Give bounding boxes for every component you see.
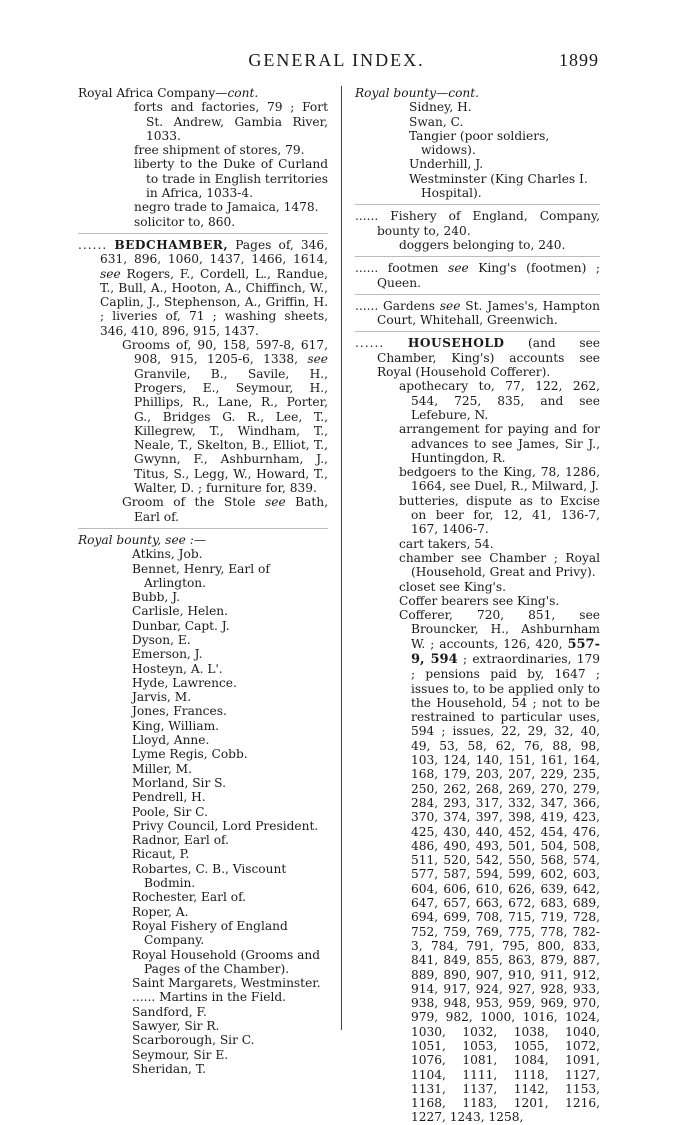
index-item: Dunbar, Capt. J. <box>132 618 230 633</box>
subentry: cart takers, 54. <box>399 536 494 551</box>
subentry: Coffer bearers see King's. <box>399 593 560 608</box>
subentry: arrangement for paying and for advances to see James, Sir J., Huntingdon, R. <box>399 422 600 465</box>
subentry: solicitor to, 860. <box>134 214 236 229</box>
index-item: Bubb, J. <box>132 590 180 605</box>
index-item: Sheridan, T. <box>132 1061 207 1076</box>
index-item: Rochester, Earl of. <box>132 890 247 905</box>
index-item: Morland, Sir S. <box>132 775 226 790</box>
index-item: Scarborough, Sir C. <box>132 1033 255 1048</box>
index-item: Hosteyn, A. L'. <box>132 661 223 676</box>
index-item: Ricaut, P. <box>132 847 190 862</box>
entry-household: ...... HOUSEHOLD (and see Chamber, King's) accounts see Royal (Household Cofferer). <box>355 336 600 380</box>
entry-rule <box>78 233 328 234</box>
index-item: Atkins, Job. <box>132 547 203 562</box>
column-divider <box>341 86 342 1030</box>
index-item: Lloyd, Anne. <box>132 733 210 748</box>
index-item: Emerson, J. <box>132 647 203 662</box>
subentry: butteries, dispute as to Excise on beer for, 12, 41, 136-7, 167, 1406-7. <box>399 493 600 537</box>
page-number: 1899 <box>559 50 599 70</box>
entry-footmen: ...... footmen see King's (footmen) ; Queen. <box>355 261 600 290</box>
subentry: negro trade to Jamaica, 1478. <box>134 200 319 215</box>
index-item: Robartes, C. B., Viscount Bodmin. <box>132 861 287 891</box>
index-item: King, William. <box>132 718 220 733</box>
subentry: forts and factories, 79 ; Fort St. Andrew, Gambia River, 1033. <box>134 100 328 143</box>
index-item: Sandford, F. <box>132 1004 207 1019</box>
subentry: free shipment of stores, 79. <box>134 143 305 158</box>
index-item: Royal Household (Grooms and Pages of the Chamber). <box>132 947 321 976</box>
entry-rule <box>355 204 600 205</box>
index-item: Westminster (King Charles I. Hospital). <box>409 171 588 201</box>
left-column <box>78 86 328 1076</box>
entry-heading: Royal bounty—cont. <box>355 86 480 100</box>
subentry: closet see King's. <box>399 579 506 594</box>
index-item: Miller, M. <box>132 761 192 776</box>
index-item: Sidney, H. <box>409 100 472 115</box>
subentry: doggers belonging to, 240. <box>399 237 566 252</box>
index-item: Hyde, Lawrence. <box>132 675 237 690</box>
index-item: Swan, C. <box>409 114 464 129</box>
index-item: Roper, A. <box>132 904 189 919</box>
entry-rule <box>355 331 600 332</box>
index-item: Sawyer, Sir R. <box>132 1019 220 1033</box>
index-item: Bennet, Henry, Earl of Arlington. <box>132 561 270 590</box>
page-header <box>0 50 673 74</box>
index-item: Saint Margarets, Westminster. <box>132 976 321 991</box>
entry-bedchamber: ...... BEDCHAMBER, Pages of, 346, 631, 896, 1060, 1437, 1466, 1614, see Rogers, F., Cordell, L., Randue, T., Bull, A., Hooton, A., Chiffinch, W., Caplin, J., Stephenson, A., Griffin, H. ; liveries of, 71 ; washing sheets, 346, 410, 896, 915, 1437. <box>78 237 329 338</box>
index-item: Poole, Sir C. <box>132 804 208 819</box>
subentry: chamber see Chamber ; Royal (Household, Great and Privy). <box>399 550 600 580</box>
entry-heading-bounty: Royal bounty, see :— <box>78 532 207 547</box>
subentry: apothecary to, 77, 122, 262, 544, 725, 835, and see Lefebure, N. <box>399 379 600 422</box>
subentry: bedgoers to the King, 78, 1286, 1664, see Duel, R., Milward, J. <box>399 465 600 494</box>
entry-rule <box>355 294 600 295</box>
entry-gardens: ...... Gardens see St. James's, Hampton Court, Whitehall, Greenwich. <box>355 298 600 328</box>
index-item: Privy Council, Lord President. <box>132 818 319 833</box>
index-item: Carlisle, Helen. <box>132 604 229 619</box>
entry-heading: Royal Africa Company—cont. <box>78 86 259 100</box>
entry-fishery: ...... Fishery of England, Company, bounty to, 240. <box>355 209 600 238</box>
entry-rule <box>355 256 600 257</box>
entry-rule <box>78 528 328 529</box>
bounty-list <box>78 547 328 1076</box>
index-item: Pendrell, H. <box>132 790 206 805</box>
index-item: Tangier (poor soldiers, widows). <box>409 128 550 158</box>
subentry-grooms: Grooms of, 90, 158, 597-8, 617, 908, 915, 1205-6, 1338, see Granvile, B., Savile, H., Progers, E., Seymour, H., Phillips, R., Lane, R., Porter, G., Bridges G. R., Lee, T., Killegrew, T., Windham, T., Neale, T., Skelton, B., Elliot, T., Gwynn, F., Ashburnham, J., Titus, S., Legg, W., Howard, T., Walter, D. ; furniture for, 839. <box>122 338 328 496</box>
right-column <box>355 86 600 1125</box>
index-item: Seymour, Sir E. <box>132 1047 229 1062</box>
index-item: Lyme Regis, Cobb. <box>132 747 248 762</box>
index-item: Underhill, J. <box>409 157 484 172</box>
subentry: liberty to the Duke of Curland to trade in English territories in Africa, 1033-4. <box>134 157 329 201</box>
index-item: Radnor, Earl of. <box>132 833 229 848</box>
index-item: ...... Martins in the Field. <box>132 990 287 1005</box>
index-item: Dyson, E. <box>132 632 191 647</box>
subentry-stole: Groom of the Stole see Bath, Earl of. <box>122 495 328 524</box>
index-item: Jones, Frances. <box>132 704 227 719</box>
index-item: Jarvis, M. <box>132 690 192 705</box>
subentry-cofferer: Cofferer, 720, 851, see Brouncker, H., Ashburnham W. ; accounts, 126, 420, 557-9, 594 ; extraordinaries, 179 ; pensions paid by, 1647 ; issues to, to be applied only to the Household, 54 ; not to be restrained to particular uses, 594 ; issues, 22, 29, 32, 40, 49, 53, 58, 62, 76, 88, 98, 103, 124, 140, 151, 161, 164, 168, 179, 203, 207, 229, 235, 250, 262, 268, 269, 270, 279, 284, 293, 317, 332, 347, 366, 370, 374, 397, 398, 419, 423, 425, 430, 440, 452, 454, 476, 486, 490, 493, 501, 504, 508, 511, 520, 542, 550, 568, 574, 577, 587, 594, 599, 602, 603, 604, 606, 610, 626, 639, 642, 647, 657, 663, 672, 683, 689, 694, 699, 708, 715, 719, 728, 752, 759, 769, 775, 778, 782-3, 784, 791, 795, 800, 833, 841, 849, 855, 863, 879, 887, 889, 890, 907, 910, 911, 912, 914, 917, 924, 927, 928, 933, 938, 948, 953, 959, 969, 970, 979, 982, 1000, 1016, 1024, 1030, 1032, 1038, 1040, 1051, 1053, 1055, 1072, 1076, 1081, 1084, 1091, 1104, 1111, 1118, 1127, 1131, 1137, 1142, 1153, 1168, 1183, 1201, 1216, 1227, 1243, 1258, <box>399 608 601 1125</box>
bounty-cont-list <box>355 100 600 200</box>
page-title: GENERAL INDEX. <box>248 50 425 70</box>
index-item: Royal Fishery of England Company. <box>132 918 288 948</box>
